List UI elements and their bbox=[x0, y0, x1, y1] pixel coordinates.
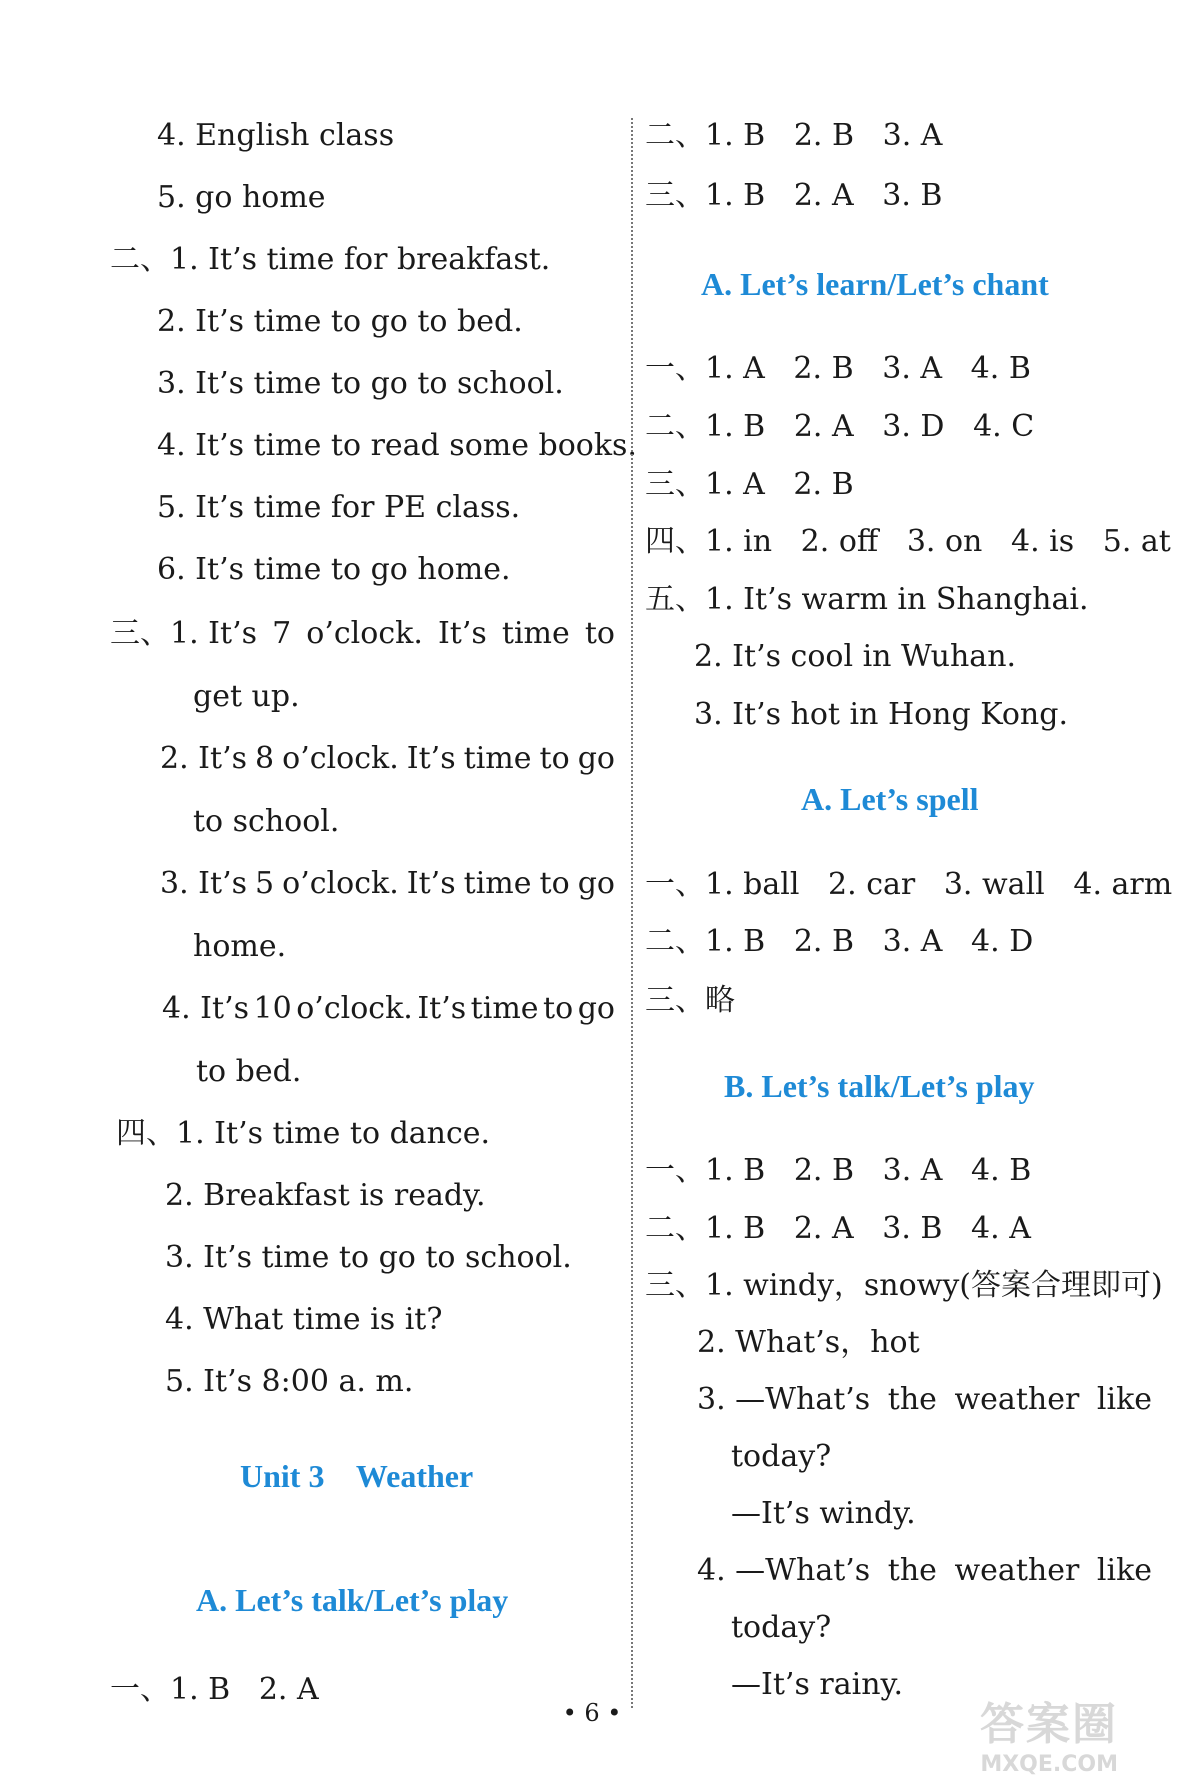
watermark-logo: 答案圈 bbox=[980, 1699, 1118, 1750]
answer-word: It’s bbox=[437, 616, 487, 651]
answer-line bbox=[110, 616, 615, 652]
answer-line: 四、1. It’s time to dance. bbox=[116, 1116, 491, 1151]
answer-line bbox=[160, 741, 615, 777]
answer-word: to bbox=[539, 741, 570, 776]
answer-word: go bbox=[577, 991, 615, 1026]
answer-line: get up. bbox=[193, 679, 300, 714]
answer-word: 4. It’s bbox=[162, 991, 249, 1026]
answer-line: 4. English class bbox=[157, 118, 395, 153]
watermark bbox=[980, 1700, 1118, 1778]
answer-word: time bbox=[463, 866, 532, 901]
answer-word: o’clock. bbox=[306, 616, 423, 651]
answer-line: 3. It’s hot in Hong Kong. bbox=[694, 697, 1068, 732]
answer-word: go bbox=[577, 741, 615, 776]
answer-word: time bbox=[501, 616, 570, 651]
section-title: A. Let’s learn/Let’s chant bbox=[701, 266, 1049, 302]
answer-line: 3. It’s time to go to school. bbox=[165, 1240, 572, 1275]
answer-line: 一、1. B 2. B 3. A 4. B bbox=[645, 1153, 1032, 1188]
answer-line: 一、1. B 2. A bbox=[110, 1672, 319, 1707]
answer-line: 三、略 bbox=[645, 983, 735, 1018]
unit-title: Unit 3 Weather bbox=[240, 1458, 474, 1494]
answer-word: o’clock. bbox=[282, 741, 399, 776]
answer-word: It’s bbox=[406, 741, 456, 776]
answer-word: 三、1. It’s bbox=[110, 616, 257, 651]
answer-line: today? bbox=[731, 1610, 832, 1645]
answer-word: the bbox=[887, 1553, 937, 1588]
section-title: A. Let’s spell bbox=[801, 781, 979, 817]
answer-line: 2. Breakfast is ready. bbox=[165, 1178, 486, 1213]
answer-word: 2. It’s bbox=[160, 741, 247, 776]
answer-word: to bbox=[539, 866, 570, 901]
answer-word: time bbox=[463, 741, 532, 776]
answer-line: 2. It’s time to go to bed. bbox=[157, 304, 523, 339]
answer-word: go bbox=[577, 866, 615, 901]
answer-line: 四、1. in 2. off 3. on 4. is 5. at bbox=[645, 524, 1171, 559]
answer-line: 4. It’s time to read some books. bbox=[157, 428, 637, 463]
answer-line bbox=[160, 866, 615, 902]
answer-word: It’s bbox=[406, 866, 456, 901]
section-title: B. Let’s talk/Let’s play bbox=[724, 1068, 1035, 1104]
section-title: A. Let’s talk/Let’s play bbox=[196, 1582, 509, 1618]
answer-line bbox=[697, 1553, 1152, 1589]
answer-line: 3. It’s time to go to school. bbox=[157, 366, 564, 401]
answer-word: It’s bbox=[417, 991, 467, 1026]
answer-word: 4. —What’s bbox=[697, 1553, 871, 1588]
answer-word: 3. —What’s bbox=[697, 1382, 871, 1417]
answer-line: 二、1. B 2. B 3. A bbox=[645, 118, 943, 153]
answer-line: to school. bbox=[193, 804, 340, 839]
answer-line bbox=[697, 1382, 1152, 1418]
answer-word: 5 bbox=[255, 866, 275, 901]
answer-line: 三、1. windy，snowy(答案合理即可) bbox=[645, 1268, 1163, 1303]
answer-line: 5. It’s time for PE class. bbox=[157, 490, 521, 525]
column-divider bbox=[631, 118, 633, 1708]
answer-line: 二、1. B 2. B 3. A 4. D bbox=[645, 924, 1034, 959]
answer-line: 二、1. B 2. A 3. D 4. C bbox=[645, 409, 1035, 444]
answer-word: o’clock. bbox=[282, 866, 399, 901]
answer-word: 8 bbox=[255, 741, 275, 776]
answer-line: 6. It’s time to go home. bbox=[157, 552, 511, 587]
answer-line: today? bbox=[731, 1439, 832, 1474]
answer-word: time bbox=[470, 991, 539, 1026]
answer-line: 二、1. It’s time for breakfast. bbox=[110, 242, 551, 277]
answer-line: 五、1. It’s warm in Shanghai. bbox=[645, 582, 1089, 617]
answer-word: 7 bbox=[272, 616, 292, 651]
answer-word: weather bbox=[954, 1382, 1080, 1417]
answer-line: 2. It’s cool in Wuhan. bbox=[694, 639, 1017, 674]
answer-line: —It’s windy. bbox=[731, 1496, 916, 1531]
answer-line: home. bbox=[193, 929, 287, 964]
answer-line bbox=[162, 991, 615, 1027]
answer-line: 三、1. A 2. B bbox=[645, 467, 854, 502]
answer-line: —It’s rainy. bbox=[731, 1667, 904, 1702]
answer-line: 5. It’s 8:00 a. m. bbox=[165, 1364, 414, 1399]
answer-line: 一、1. ball 2. car 3. wall 4. arm bbox=[645, 867, 1173, 902]
watermark-url: MXQE.COM bbox=[980, 1752, 1118, 1777]
answer-line: 三、1. B 2. A 3. B bbox=[645, 178, 943, 213]
answer-line: 4. What time is it? bbox=[165, 1302, 443, 1337]
answer-word: 3. It’s bbox=[160, 866, 247, 901]
page-number: • 6 • bbox=[562, 1699, 622, 1727]
answer-word: like bbox=[1096, 1553, 1152, 1588]
answer-word: 10 bbox=[253, 991, 292, 1026]
answer-line: 2. What’s，hot bbox=[697, 1325, 920, 1360]
answer-word: to bbox=[543, 991, 574, 1026]
answer-word: to bbox=[584, 616, 615, 651]
answer-word: like bbox=[1096, 1382, 1152, 1417]
answer-line: to bed. bbox=[196, 1054, 302, 1089]
answer-line: 一、1. A 2. B 3. A 4. B bbox=[645, 351, 1031, 386]
answer-line: 二、1. B 2. A 3. B 4. A bbox=[645, 1211, 1031, 1246]
answer-word: o’clock. bbox=[296, 991, 413, 1026]
answer-line: 5. go home bbox=[157, 180, 326, 215]
answer-word: the bbox=[887, 1382, 937, 1417]
answer-word: weather bbox=[954, 1553, 1080, 1588]
